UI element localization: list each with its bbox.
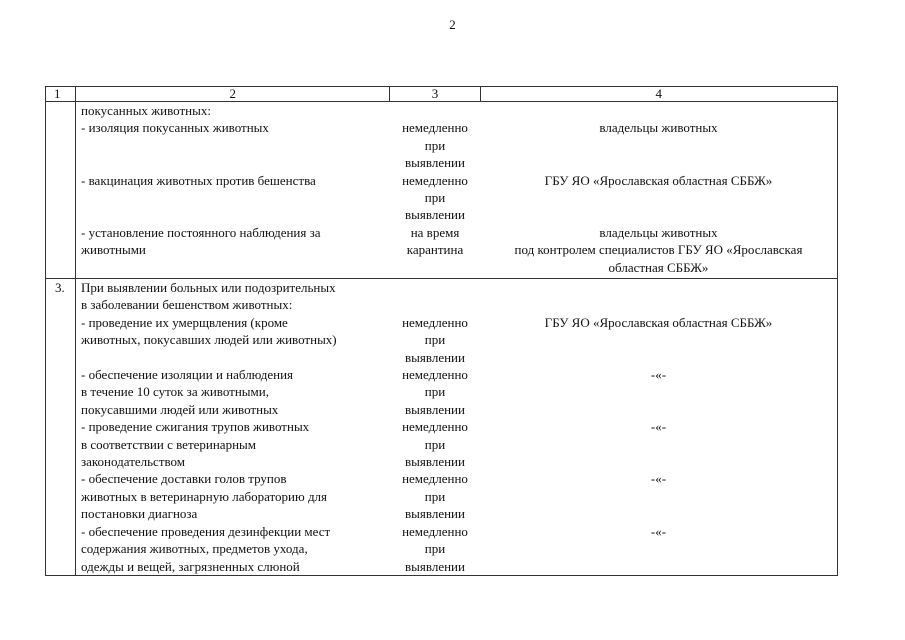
responsible-text: -«-	[650, 367, 667, 383]
row-number-cell	[46, 102, 76, 279]
action-text: - обеспечение доставки голов трупов животных в ветеринарную лабораторию для постановки диагноза	[81, 471, 328, 522]
action-text: - обеспечение проведения дезинфекции мест содержания животных, предметов ухода, одежды и вещей, загрязненных слюной	[81, 523, 331, 574]
header-col-3: 3	[390, 87, 480, 102]
list-item	[76, 523, 837, 575]
table-row	[46, 102, 838, 279]
header-col-4: 4	[480, 87, 837, 102]
header-col-2: 2	[76, 87, 390, 102]
responsible-text: ГБУ ЯО «Ярославская областная СББЖ»	[544, 172, 773, 188]
term-text: немедленно при выявлении	[402, 314, 468, 365]
action-text: - проведение сжигания трупов животных в соответствии с ветеринарным законодательством	[81, 419, 310, 470]
row-content	[76, 279, 838, 576]
list-item	[76, 314, 837, 366]
responsible-text: -«-	[650, 523, 667, 539]
term-text: немедленно при выявлении	[402, 419, 468, 470]
responsible-text: владельцы животных	[599, 120, 718, 136]
list-item	[76, 172, 837, 224]
responsible-text: владельцы животных под контролем специалистов ГБУ ЯО «Ярославская областная СББЖ»	[514, 224, 803, 275]
action-text: - обеспечение изоляции и наблюдения в течение 10 суток за животными, покусавшими людей или животных	[81, 367, 294, 417]
term-text: немедленно при выявлении	[402, 367, 468, 417]
term-text: немедленно при выявлении	[402, 120, 468, 171]
action-text: - вакцинация животных против бешенства	[81, 172, 316, 188]
term-text: немедленно при выявлении	[402, 471, 468, 522]
list-item	[76, 470, 837, 522]
row-content	[76, 102, 838, 279]
list-item	[76, 119, 837, 171]
action-text: - проведение их умерщвления (кроме животных, покусавших людей или животных)	[81, 314, 337, 348]
action-text: - изоляция покусанных животных	[81, 120, 269, 136]
term-text: немедленно при выявлении	[402, 523, 468, 574]
term-text: немедленно при выявлении	[402, 172, 468, 223]
measures-table	[45, 86, 838, 576]
action-text: - установление постоянного наблюдения за животными	[81, 224, 321, 258]
page-number: 2	[449, 17, 456, 32]
row-intro: покусанных животных:	[81, 103, 211, 118]
list-item	[76, 366, 837, 418]
list-item	[76, 224, 837, 276]
row-number: 3.	[46, 279, 76, 576]
table-row	[46, 279, 838, 576]
term-text: на время карантина	[406, 224, 464, 258]
table-header-row	[46, 87, 838, 102]
responsible-text: -«-	[650, 471, 667, 487]
responsible-text: -«-	[650, 419, 667, 435]
header-col-1: 1	[46, 87, 76, 102]
responsible-text: ГБУ ЯО «Ярославская областная СББЖ»	[544, 314, 773, 330]
row-intro: При выявлении больных или подозрительных в заболевании бешенством животных:	[81, 280, 336, 313]
list-item	[76, 418, 837, 470]
